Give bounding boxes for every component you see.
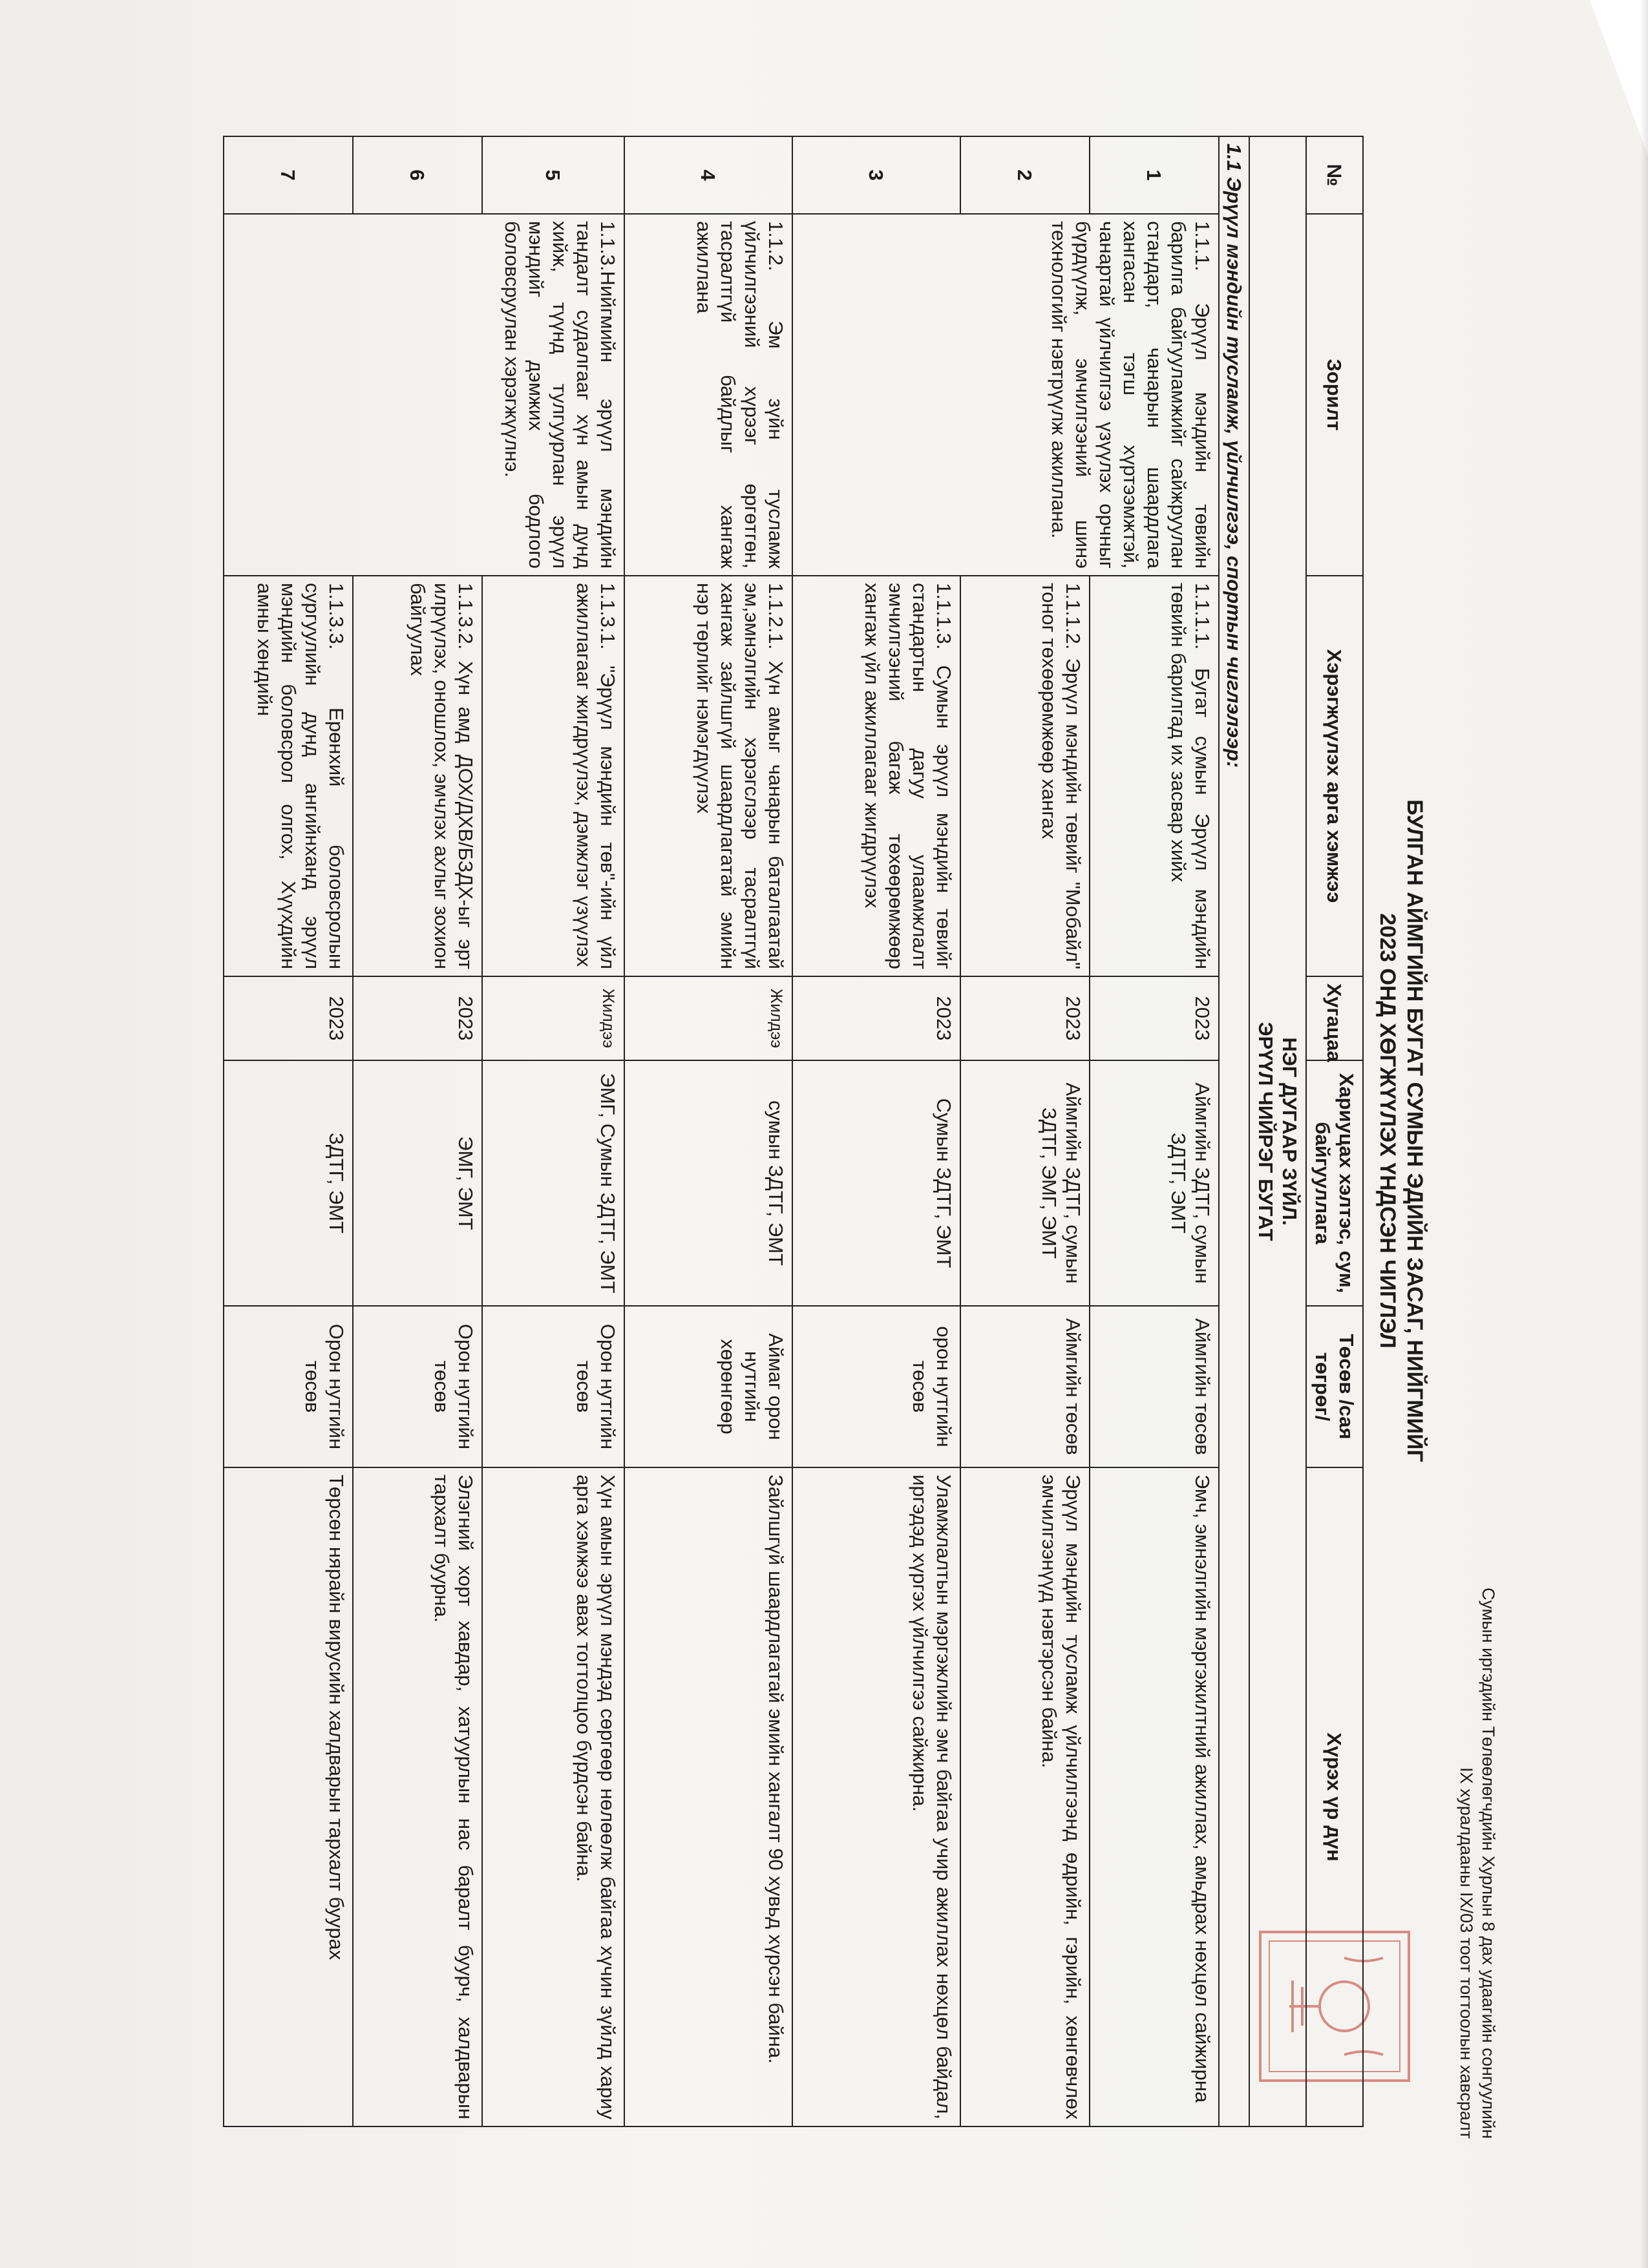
- action-cell: 1.1.2.1. Хүн амыг чанарын баталгаатай эм,эмнэлгийн хэрэгслээр тасралтгүй хангаж зайлшгүй шаардлагатай эмийн нэр төрлийг нэмэгдүүлэх: [624, 576, 792, 976]
- action-cell: 1.1.1.2. Эрүүл мэндийн төвийг "Мобайл" тоног төхөөрөмжөөр хангах: [960, 576, 1090, 976]
- action-cell: 1.1.1.1. Бугат сумын Эрүүл мэндийн төвийн барилгад их засвар хийх: [1090, 576, 1219, 976]
- appendix-note: Сумын иргэдийн Төлөөлөгчдийн Хурлын 8 дах удаагийн сонгуулийн IX хуралдааны IX/03 тоот тогтоолын хавсралт: [1457, 1587, 1498, 2139]
- section-heading-row: [1249, 136, 1306, 2126]
- responsible-cell: ЗДТГ, ЭМТ: [224, 1060, 353, 1306]
- responsible-cell: Аймгийн ЗДТГ, сумын ЗДТГ, ЭМГ, ЭМТ: [960, 1060, 1090, 1306]
- subsection-row: [1219, 136, 1249, 2126]
- col-header-result: Хүрэх үр дүн: [1306, 1467, 1363, 2126]
- col-header-term: Хугацаа: [1306, 976, 1363, 1060]
- budget-cell: Орон нутгийн төсөв: [482, 1306, 624, 1467]
- term-cell: Жилдээ: [482, 976, 624, 1060]
- budget-cell: орон нутгийн төсөв: [792, 1306, 960, 1467]
- row-number: 5: [482, 136, 624, 214]
- responsible-cell: ЭМГ, Сумын ЗДТГ, ЭМТ: [482, 1060, 624, 1306]
- section-heading: [1249, 136, 1306, 2126]
- table-row: [1090, 136, 1219, 2126]
- page-edge: [1640, 0, 1648, 2268]
- row-number: 2: [960, 136, 1090, 214]
- budget-cell: Аймаг орон нутгийн хөрөнгөөр: [624, 1306, 792, 1467]
- budget-cell: Аймгийн төсөв: [1090, 1306, 1219, 1467]
- page-corner: [1590, 0, 1648, 155]
- budget-cell: Аймгийн төсөв: [960, 1306, 1090, 1467]
- plan-table: [223, 136, 1364, 2127]
- responsible-cell: сумын ЗДТГ, ЭМТ: [624, 1060, 792, 1306]
- term-cell: 2023: [960, 976, 1090, 1060]
- table-row: [624, 136, 792, 2126]
- table-header-row: [1306, 136, 1363, 2126]
- action-cell: 1.1.1.3. Сумын эрүүл мэндийн төвийг стандартын дагуу улаамжлалт эмчилгээний багаж төхөөрөмжөөр хангаж үйл ажиллагааг жигдрүүлэх: [792, 576, 960, 976]
- responsible-cell: Сумын ЗДТГ, ЭМТ: [792, 1060, 960, 1306]
- action-cell: 1.1.3.3. Ерөнхий боловсролын сургуулийн дунд ангийнханд эрүүл мэндийн боловсрол олгох, Хүүхдийн амны хөндийн: [224, 576, 353, 976]
- term-cell: 2023: [224, 976, 353, 1060]
- title-line-1: БУЛГАН АЙМГИЙН БУГАТ СУМЫН ЭДИЙН ЗАСАГ, НИЙГМИЙГ: [1402, 799, 1427, 1462]
- document-title: [1374, 103, 1428, 2158]
- result-cell: Эмч, эмнэлгийн мэргэжилтний ажиллах, амьдрах нөхцөл сайжирна: [1090, 1467, 1219, 2126]
- col-header-action: Хэрэгжүүлэх арга хэмжээ: [1306, 576, 1363, 976]
- title-line-2: 2023 ОНД ХӨГЖҮҮЛЭХ ҮНДСЭН ЧИГЛЭЛ: [1375, 913, 1400, 1349]
- col-header-responsible: Хариуцах хэлтэс, сум, байгууллага: [1306, 1060, 1363, 1306]
- table-row: [482, 136, 624, 2126]
- result-cell: Төрсөн нярайн вирусийн халдварын тархалт буурах: [224, 1467, 353, 2126]
- action-cell: 1.1.3.2. Хүн амд ДОХ/ДХВ/БЗДХ-ыг эрт илрүүлэх, оношлох, эмчлэх ахлыг зохион байгуулах: [353, 576, 482, 976]
- goal-cell: 1.1.2. Эм зүйн тусламж үйлчилгээний хүрээг өргөтгөн, тасралтгүй байдлыг хангаж ажиллана: [624, 214, 792, 576]
- result-cell: Зайлшгүй шаардлагатай эмийн хангалт 90 хувьд хүрсэн байна.: [624, 1467, 792, 2126]
- row-number: 3: [792, 136, 960, 214]
- responsible-cell: Аймгийн ЗДТГ, сумын ЗДТГ, ЭМТ: [1090, 1060, 1219, 1306]
- col-header-budget: Төсөв /сая төгрөг/: [1306, 1306, 1363, 1467]
- term-cell: 2023: [353, 976, 482, 1060]
- result-cell: Хүн амын эрүүл мэндэд сөргөөр нөлөөлж байгаа хүчин зүйлд хариу арга хэмжээ авах тогтолцоо бүрдсэн байна.: [482, 1467, 624, 2126]
- term-cell: 2023: [1090, 976, 1219, 1060]
- row-number: 4: [624, 136, 792, 214]
- col-header-goal: Зорилт: [1306, 214, 1363, 576]
- result-cell: Уламжлалтын мэргэжлийн эмч байгаа учир ажиллах нөхцөл байдал, иргэдэд хүргэх үйлчилгээ сайжирна.: [792, 1467, 960, 2126]
- responsible-cell: ЭМГ, ЭМТ: [353, 1060, 482, 1306]
- goal-cell: 1.1.3.Нийгмийн эрүүл мэндийн тандалт судалгааг хүн амын дунд хийж, түүнд тулгуурлан эрүүл мэндийг дэмжих бодлого боловсруулан хэрэгжүүлнэ.: [224, 214, 624, 576]
- section-line-2: ЭРҮҮЛ ЧИЙРЭГ БУГАТ: [1254, 1022, 1277, 1241]
- row-number: 7: [224, 136, 353, 214]
- subsection-heading: 1.1 Эрүүл мэндийн тусламж, үйлчилгээ, спортын чиглэлээр:: [1219, 136, 1249, 2126]
- term-cell: 2023: [792, 976, 960, 1060]
- rotated-document: [129, 103, 1499, 2158]
- col-header-num: №: [1306, 136, 1363, 214]
- row-number: 6: [353, 136, 482, 214]
- term-cell: Жилдээ: [624, 976, 792, 1060]
- action-cell: 1.1.3.1. "Эрүүл мэндийн төв"-ийн үйл ажиллагааг жигдрүүлэх, дэмжлэг үзүүлэх: [482, 576, 624, 976]
- budget-cell: Орон нутгийн төсөв: [224, 1306, 353, 1467]
- section-line-1: НЭГ ДУГААР ЗҮЙЛ.: [1278, 1037, 1301, 1226]
- goal-cell: 1.1.1. Эрүүл мэндийн төвийн барилга байгууламжийг сайжруулан стандарт, чанарын шаардлага хангасан тэгш хүртээмжтэй, чанартай үйлчилгээ үзүүлэх орчныг бүрдүүлж, эмчилгээний шинэ технологийг нэвтрүүлж ажиллана.: [792, 214, 1219, 576]
- result-cell: Элэгний хорт хавдар, хатуурлын нас баралт буурч, халдварын тархалт буурна.: [353, 1467, 482, 2126]
- result-cell: Эрүүл мэндийн тусламж үйлчилгээнд өдрийн, гэрийн, хөнгөвчлөх эмчилгээнүүд нэвтэрсэн байна.: [960, 1467, 1090, 2126]
- row-number: 1: [1090, 136, 1219, 214]
- budget-cell: Орон нутгийн төсөв: [353, 1306, 482, 1467]
